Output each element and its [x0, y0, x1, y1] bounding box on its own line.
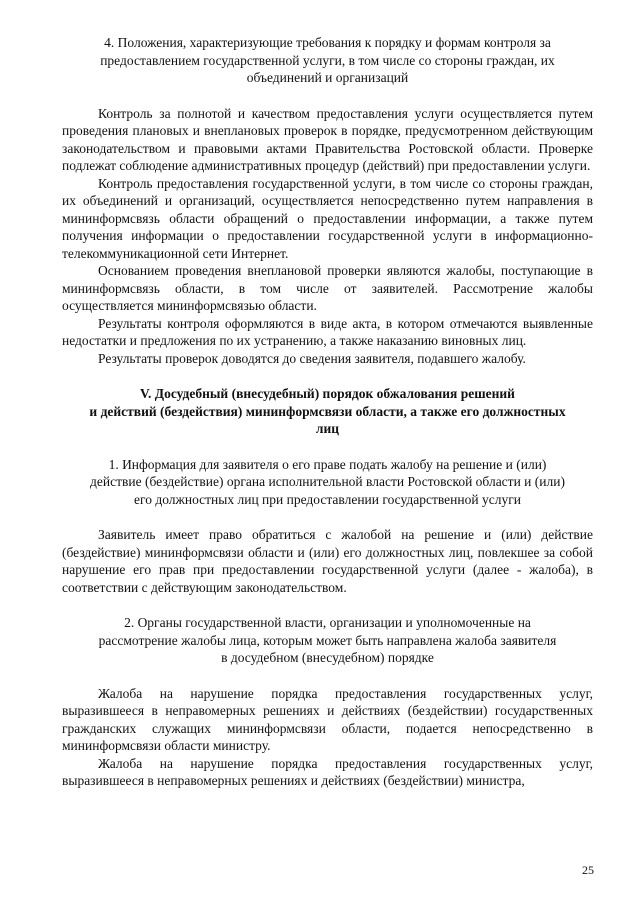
body-paragraph: Контроль за полнотой и качеством предоставления услуги осуществляется путем проведения плановых и внеплановых проверок в порядке, предусмотренном действующим законодательством и правовыми актами Правительства Ростовской области. Проверке подлежат соблюдение административных процедур (действий) при предоставлении услуги. [62, 105, 593, 173]
heading-line: лиц [315, 421, 340, 436]
section5-heading [62, 385, 593, 438]
body-paragraph: Результаты контроля оформляются в виде акта, в котором отмечаются выявленные недостатки и предложения по их устранению, а также наказанию виновных лиц. [62, 315, 593, 348]
subsection2-body [62, 685, 593, 790]
heading-line: 2. Органы государственной власти, организации и уполномоченные на [124, 615, 531, 630]
heading-line: действие (бездействие) органа исполнительной власти Ростовской области и (или) [90, 474, 565, 489]
heading-line: 1. Информация для заявителя о его праве подать жалобу на решение и (или) [108, 456, 547, 472]
section4-body [62, 105, 593, 368]
page-content [62, 34, 593, 790]
subsection1-body [62, 526, 593, 596]
heading-line: рассмотрение жалобы лица, которым может быть направлена жалоба заявителя [98, 632, 557, 648]
subsection2-heading [62, 614, 593, 667]
heading-line: его должностных лиц при предоставлении государственной услуги [134, 491, 521, 507]
body-paragraph: Жалоба на нарушение порядка предоставления государственных услуг, выразившееся в неправомерных решениях и действиях (бездействии) государственных гражданских служащих мининформсвязи области, подается непосредственно в мининформсвязи области министру. [62, 685, 593, 753]
heading-line: предоставлением государственной услуги, в том числе со стороны граждан, их [100, 52, 555, 68]
heading-line: V. Досудебный (внесудебный) порядок обжалования решений [140, 386, 515, 401]
heading-line: и действий (бездействия) мининформсвязи области, а также его должностных [89, 403, 566, 419]
body-paragraph: Контроль предоставления государственной услуги, в том числе со стороны граждан, их объединений и организаций, осуществляется непосредственно путем направления в мининформсвязь области обращений о предоставлении информации, а также путем получения информации о предоставлении государственной услуги в информационно-телекоммуникационной сети Интернет. [62, 175, 593, 261]
body-paragraph: Жалоба на нарушение порядка предоставления государственных услуг, выразившееся в неправомерных решениях и действиях (бездействии) министра, [62, 755, 593, 788]
heading-line: 4. Положения, характеризующие требования к порядку и формам контроля за [104, 35, 551, 50]
body-paragraph: Заявитель имеет право обратиться с жалобой на решение и (или) действие (бездействие) мининформсвязи области и (или) его должностных лиц, повлекшее за собой нарушение его прав при предоставлении государственной услуги (далее - жалоба), в соответствии с действующим законодательством. [62, 527, 593, 595]
body-paragraph: Результаты проверок доводятся до сведения заявителя, подавшего жалобу. [98, 350, 526, 366]
body-paragraph: Основанием проведения внеплановой проверки являются жалобы, поступающие в мининформсвязь области, в том числе от заявителей. Рассмотрение жалобы осуществляется мининформсвязью области. [62, 263, 593, 313]
subsection1-heading [62, 456, 593, 509]
page-number: 25 [582, 863, 594, 877]
section4-heading [62, 34, 593, 87]
heading-line: объединений и организаций [246, 70, 409, 85]
heading-line: в досудебном (внесудебном) порядке [221, 650, 434, 665]
